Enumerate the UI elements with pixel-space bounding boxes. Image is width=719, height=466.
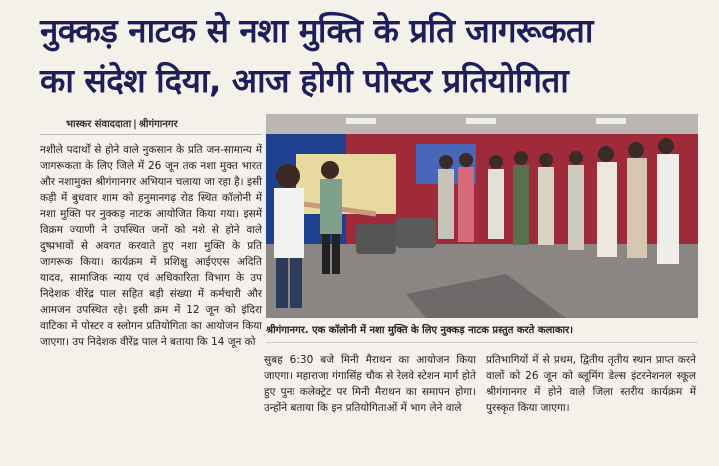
headline (40, 6, 700, 106)
byline-place: श्रीगंगानगर (138, 119, 178, 130)
article-column-3: प्रतिभागियों में से प्रथम, द्वितीय तृतीय स्थान प्राप्त करने वालों को 26 जून को ब्लूमिंग डेल्स इंटरनेशनल स्कूल श्रीगंगानगर में होने वाले जिला स्तरीय कार्यक्रम में पुरस्कृत किया जाएगा। (486, 354, 696, 414)
byline-source: भास्कर संवाददाता (66, 119, 132, 130)
byline: भास्कर संवाददाता | श्रीगंगानगर (66, 119, 178, 130)
article-column-2: सुबह 6:30 बजे मिनी मैराथन का आयोजन किया जाएगा। महाराजा गंगासिंह चौक से रेलवे स्टेशन मार्ग होते हुए पुनः कलेक्ट्रेट पर मिनी मैराथन का समापन होगा। उन्होंने बताया कि इन प्रतियोगिताओं में भाग लेने वाले (264, 354, 476, 414)
article-column-1: नशीले पदार्थों से होने वाले नुकसान के प्रति जन-सामान्य में जागरूकता के लिए जिले में 26 जून तक नशा मुक्त भारत और नशामुक्त श्रीगंगानगर अभियान चलाया जा रहा है। इसी कड़ी में बुधवार शाम को हनुमानगढ़ रोड स्थित कॉलोनी में नशा मुक्ति पर नुक्कड़ नाटक आयोजित किया गया। इसमें विक्रम ज्याणी ने उपस्थित जनों को नशे से होने वाले दुष्प्रभावों से अवगत करवाते हुए नशा मुक्ति के प्रति जागरूक किया। कार्यक्रम में प्रशिक्षु आईएएस अदिति यादव, सामाजिक न्याय एवं अधिकारिता विभाग के उप निदेशक वीरेंद्र पाल सहित बड़ी संख्या में कर्मचारी और आमजन उपस्थित रहे। इसी क्रम में 12 जून को इंदिरा वाटिका में पोस्टर व स्लोगन प्रतियोगिता का आयोजन किया जाएगा। उप निदेशक वीरेंद्र पाल ने बताया कि 14 जून को (40, 144, 262, 348)
photo-caption: श्रीगंगानगर. एक कॉलोनी में नशा मुक्ति के लिए नुक्कड़ नाटक प्रस्तुत करते कलाकार। (266, 322, 698, 343)
headline-line-1: नुक्कड़ नाटक से नशा मुक्ति के प्रति जागरूकता (40, 11, 593, 50)
headline-line-2: का संदेश दिया, आज होगी पोस्टर प्रतियोगिता (40, 61, 569, 100)
byline-divider (40, 134, 262, 135)
news-photo (266, 114, 698, 318)
